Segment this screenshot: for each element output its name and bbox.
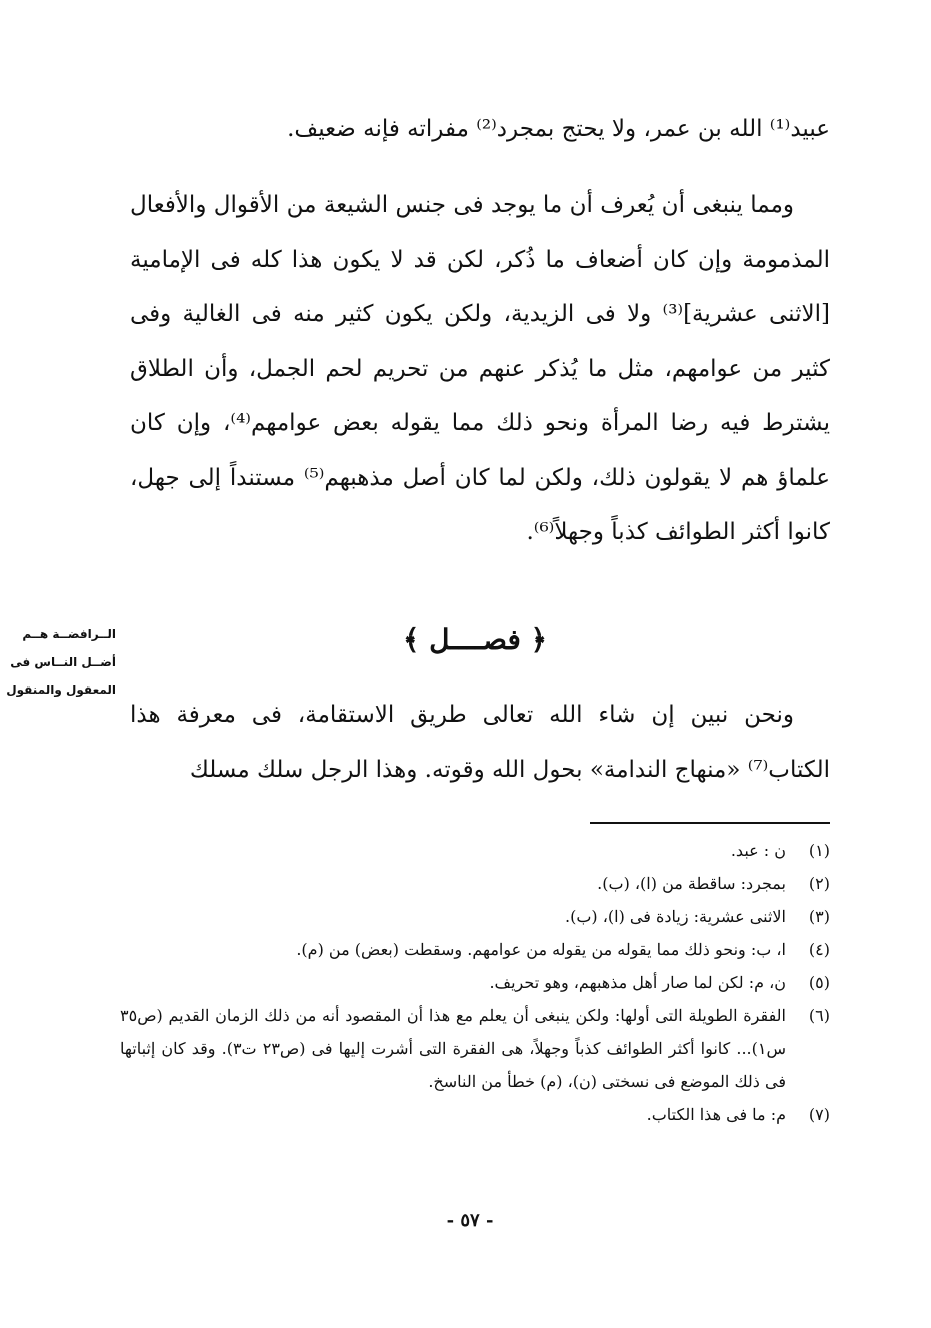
margin-note-line: المعقول والمنقول — [6, 683, 116, 697]
footnotes — [120, 834, 830, 1131]
footnote-divider — [590, 822, 830, 824]
footnote-number: (١) — [808, 841, 830, 860]
footnote-text: ن، م: لكن لما صار أهل مذهبهم، وهو تحريف. — [489, 973, 786, 992]
footnote-item — [120, 867, 830, 900]
footnote-text: بمجرد: ساقطة من (ا)، (ب). — [597, 874, 786, 893]
footnote-number: (٥) — [808, 973, 830, 992]
page-number: - ٥٧ - — [446, 1210, 494, 1231]
footnote-text: ا، ب: ونحو ذلك مما يقوله من يقوله من عوامهم. وسقطت (بعض) من (م). — [296, 940, 786, 959]
continuation-text: عبيد⁽¹⁾ الله بن عمر، ولا يحتج بمجرد⁽²⁾ مفراته فإنه ضعيف. — [287, 116, 830, 142]
continuation-line — [130, 104, 830, 154]
margin-note-line: أضــل النــاس فى — [10, 655, 116, 669]
footnote-text: ن : عبد. — [730, 841, 786, 860]
footnote-text: م: ما فى هذا الكتاب. — [646, 1105, 786, 1124]
footnote-text: الاثنى عشرية: زيادة فى (ا)، (ب). — [565, 907, 786, 926]
paragraph-one-text: ومما ينبغى أن يُعرف أن ما يوجد فى جنس الشيعة من الأقوال والأفعال المذمومة وإن كان أضعاف ما ذُكر، لكن قد لا يكون هذا كله فى الإمامية [الاثنى عشرية]⁽³⁾ ولا فى الزيدية، ولكن يكون كثير منه فى الغالية وفى كثير من عوامهم، مثل ما يُذكر عنهم من تحريم لحم الجمل، وأن الطلاق يشترط فيه رضا المرأة ونحو ذلك مما يقوله بعض عوامهم⁽⁴⁾، وإن كان علماؤ هم لا يقولون ذلك، ولكن لما كان أصل مذهبهم⁽⁵⁾ مستنداً إلى جهل، كانوا أكثر الطوائف كذباً وجهلاً⁽⁶⁾. — [130, 192, 831, 545]
footnote-item — [120, 999, 830, 1098]
footnote-item — [120, 966, 830, 999]
footnote-number: (٣) — [808, 907, 830, 926]
paragraph-two — [130, 688, 830, 797]
paragraph-one — [130, 178, 830, 560]
footnote-item — [120, 900, 830, 933]
margin-note-line: الــرافضــة هــم — [22, 627, 116, 641]
paragraph-two-text: ونحن نبين إن شاء الله تعالى طريق الاستقامة، فى معرفة هذا الكتاب⁽⁷⁾ «منهاج الندامة» بحول الله وقوته. وهذا الرجل سلك مسلك — [130, 702, 830, 783]
section-heading: ﴿ فصــــل ﴾ — [403, 623, 547, 656]
footnote-item — [120, 1098, 830, 1131]
footnote-number: (٦) — [808, 1006, 830, 1025]
footnote-number: (٢) — [808, 874, 830, 893]
footnote-item — [120, 834, 830, 867]
footnote-item — [120, 933, 830, 966]
margin-note — [4, 620, 116, 704]
footnote-number: (٧) — [808, 1105, 830, 1124]
footnote-number: (٤) — [808, 940, 830, 959]
footnote-text: الفقرة الطويلة التى أولها: ولكن ينبغى أن يعلم مع هذا أن المقصود أنه من ذلك الزمان القديم (ص٣٥ س١)... كانوا أكثر الطوائف كذباً وجهلاً، هى الفقرة التى أشرت إليها فى (ص٢٣ ت٣). وقد كان إثباتها فى ذلك الموضع فى نسختى (ن)، (م) خطأ من الناسخ. — [120, 1006, 787, 1091]
